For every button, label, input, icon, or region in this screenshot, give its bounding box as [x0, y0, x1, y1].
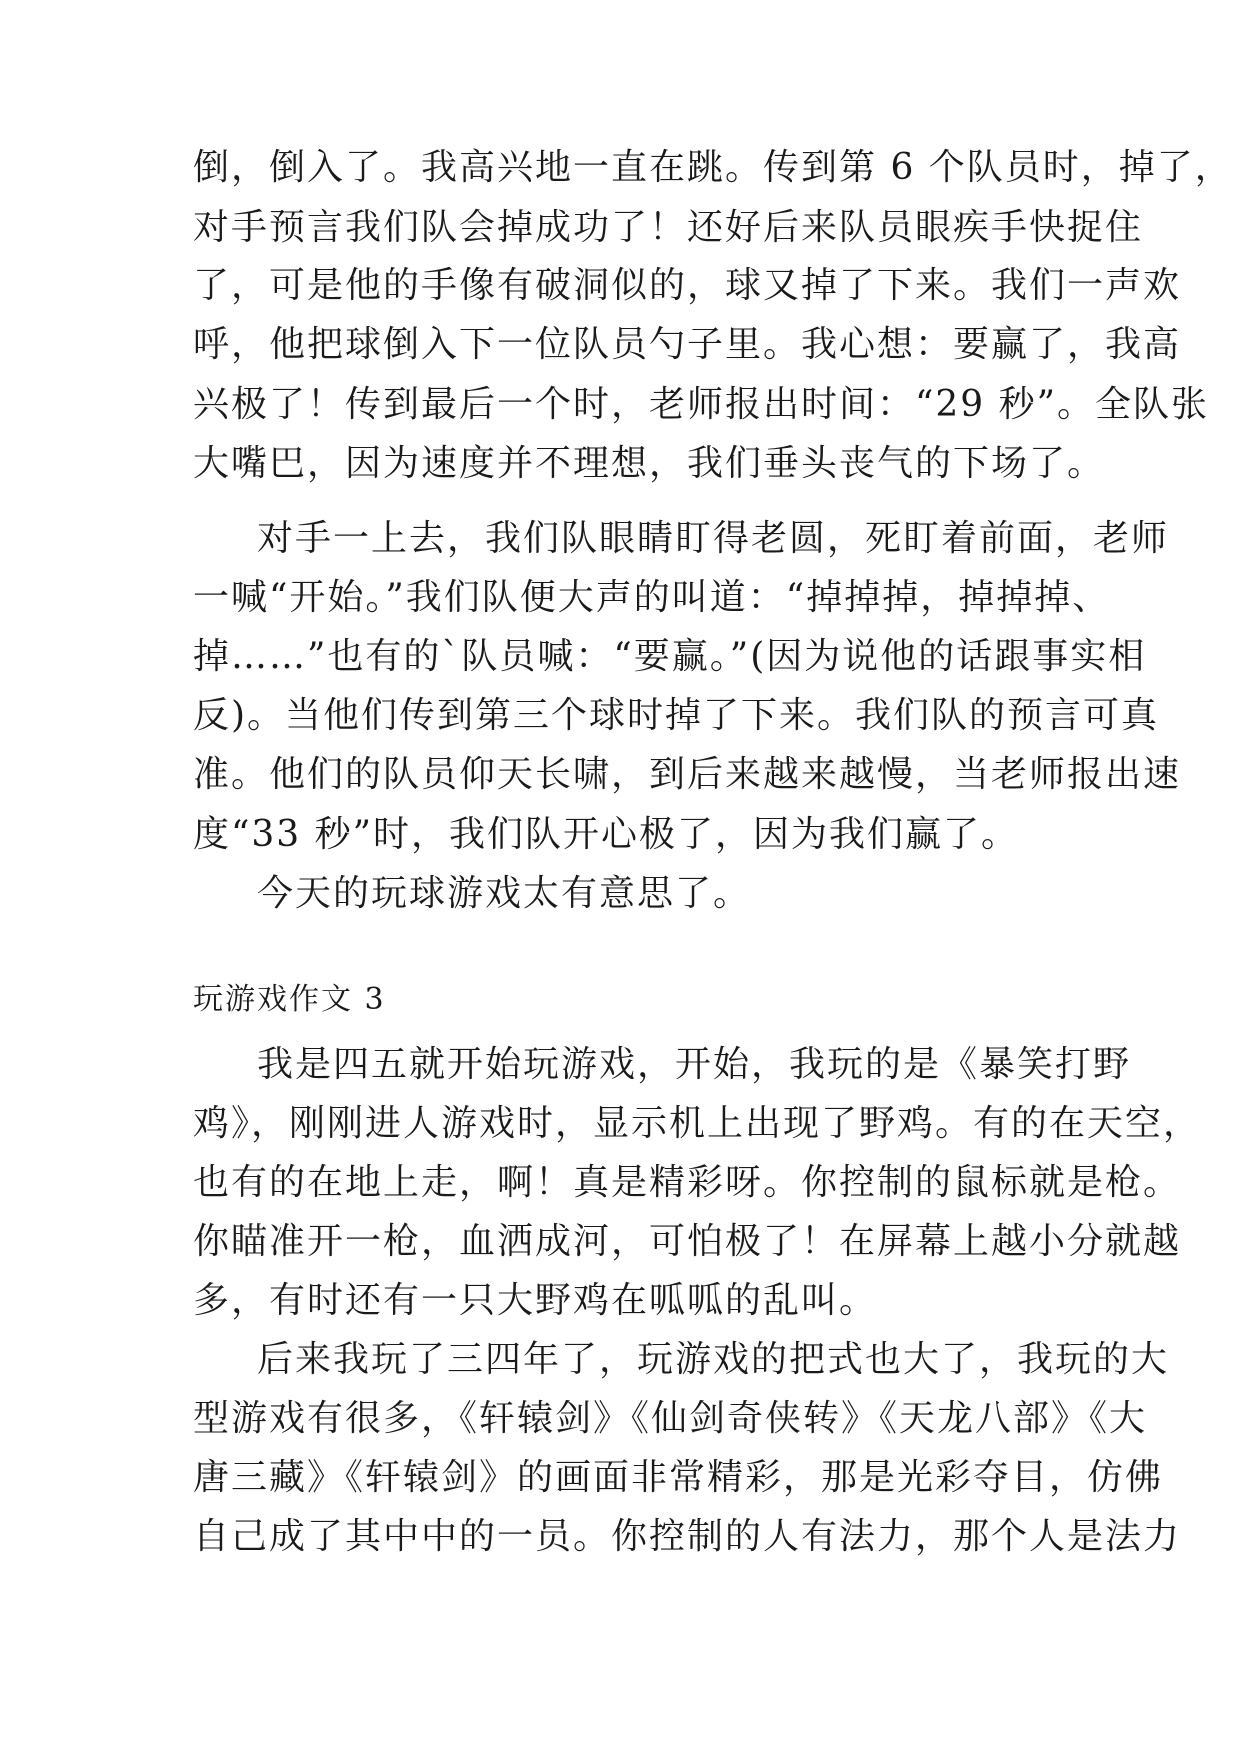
text-line: 你瞄准开一枪，血洒成河，可怕极了！在屏幕上越小分就越 [193, 1221, 1182, 1262]
text-line: 多，有时还有一只大野鸡在呱呱的乱叫。 [193, 1280, 878, 1321]
paragraph-start-line: 后来我玩了三四年了，玩游戏的把式也大了，我玩的大 [257, 1339, 1170, 1380]
text-line: 兴极了！传到最后一个时，老师报出时间：“29 秒”。全队张 [193, 384, 1210, 425]
text-line: 对手预言我们队会掉成功了！还好后来队员眼疾手快捉住 [193, 207, 1144, 248]
paragraph-start-line: 对手一上去，我们队眼睛盯得老圆，死盯着前面，老师 [257, 518, 1170, 559]
text-line: 反)。当他们传到第三个球时掉了下来。我们队的预言可真 [193, 695, 1160, 736]
text-line: 倒，倒入了。我高兴地一直在跳。传到第 6 个队员时，掉了， [193, 147, 1233, 188]
text-line: 型游戏有很多，《轩辕剑》《仙剑奇侠转》《天龙八部》《大 [193, 1398, 1148, 1439]
text-line: 大嘴巴，因为速度并不理想，我们垂头丧气的下场了。 [193, 443, 1106, 484]
text-line: 一喊“开始。”我们队便大声的叫道：“掉掉掉，掉掉掉、 [193, 577, 1111, 618]
section-heading: 玩游戏作文 3 [193, 982, 386, 1017]
paragraph-start-line: 今天的玩球游戏太有意思了。 [257, 873, 752, 914]
text-line: 鸡》，刚刚进人游戏时，显示机上出现了野鸡。有的在天空， [193, 1103, 1202, 1144]
text-line: 准。他们的队员仰天长啸，到后来越来越慢，当老师报出速 [193, 754, 1182, 795]
text-line: 自己成了其中中的一员。你控制的人有法力，那个人是法力 [193, 1516, 1182, 1557]
text-line: 了，可是他的手像有破洞似的，球又掉了下来。我们一声欢 [193, 265, 1182, 306]
text-line: 掉……”也有的`队员喊：“要赢。”(因为说他的话跟事实相 [193, 636, 1147, 677]
text-line: 也有的在地上走，啊！真是精彩呀。你控制的鼠标就是枪。 [193, 1162, 1182, 1203]
text-line: 度“33 秒”时，我们队开心极了，因为我们赢了。 [193, 814, 1020, 855]
paragraph-start-line: 我是四五就开始玩游戏，开始，我玩的是《暴笑打野 [257, 1044, 1132, 1085]
text-line: 呼，他把球倒入下一位队员勺子里。我心想：要赢了，我高 [193, 324, 1182, 365]
text-line: 唐三藏》《轩辕剑》的画面非常精彩，那是光彩夺目，仿佛 [193, 1457, 1164, 1498]
